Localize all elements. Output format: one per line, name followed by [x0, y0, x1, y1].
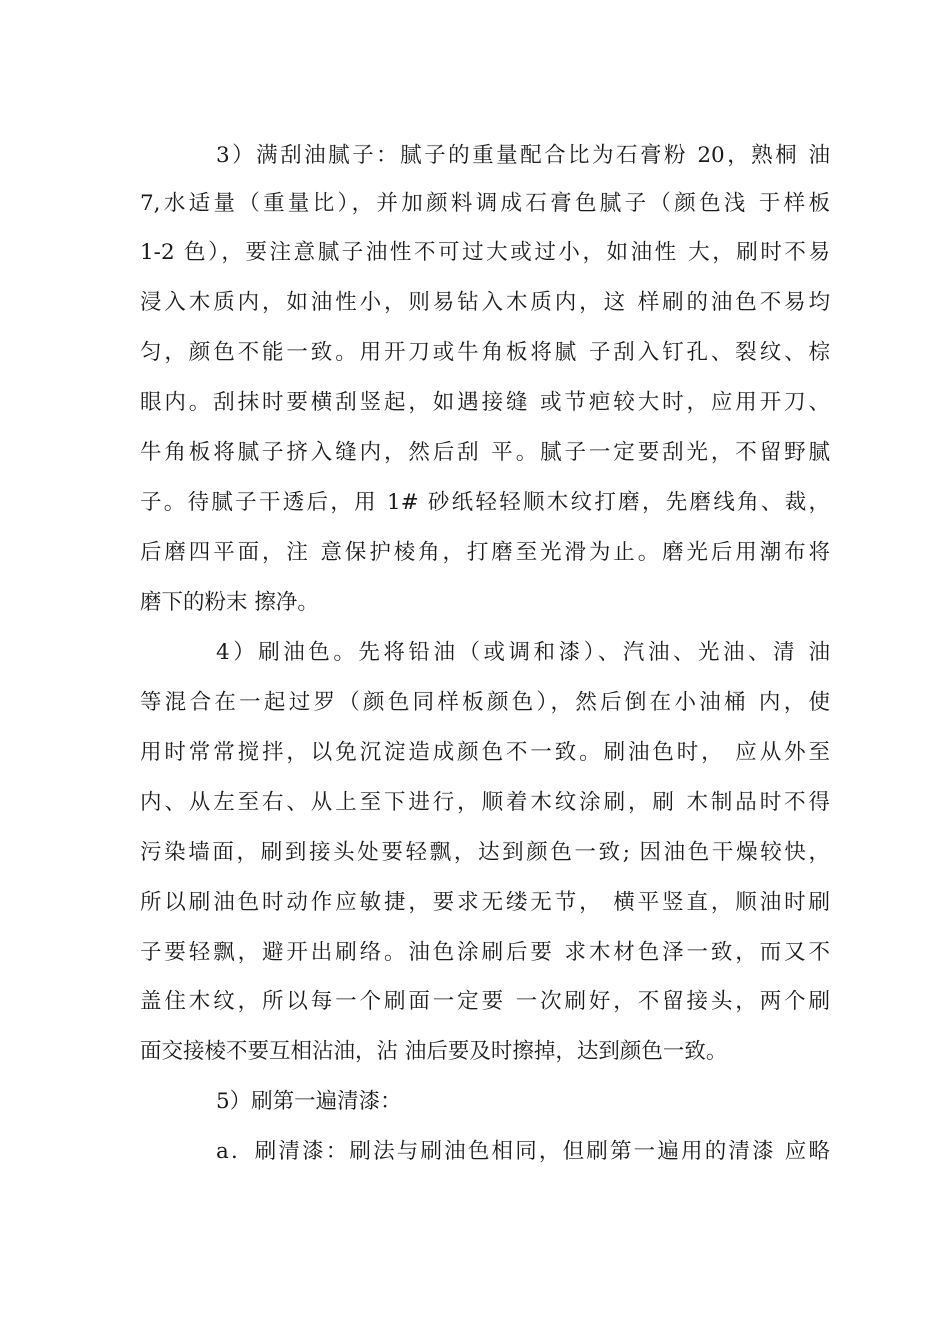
text-line: a．刷清漆：刷法与刷油色相同，但刷第一遍用的清漆 应略	[216, 1139, 830, 1164]
text-line: 等混合在一起过罗（颜色同样板颜色），然后倒在小油桶 内，使	[140, 690, 830, 715]
text-line: 后磨四平面，注 意保护棱角，打磨至光滑为止。磨光后用潮布将	[140, 540, 830, 565]
text-line: 用时常常搅拌，以免沉淀造成颜色不一致。刷油色时， 应从外至	[140, 740, 830, 765]
text-line: 盖住木纹，所以每一个刷面一定要 一次刷好，不留接头，两个刷	[140, 989, 830, 1014]
text-line: 5）刷第一遍清漆：	[216, 1089, 402, 1114]
text-line: 子。待腻子干透后，用 1# 砂纸轻轻顺木纹打磨，先磨线角、裁，	[140, 490, 830, 515]
text-line: 3）满刮油腻子：腻子的重量配合比为石膏粉 20，熟桐 油	[216, 143, 830, 168]
text-line: 匀，颜色不能一致。用开刀或牛角板将腻 子刮入钉孔、裂纹、棕	[140, 340, 830, 365]
text-line: 子要轻飘，避开出刷络。油色涂刷后要 求木材色泽一致，而又不	[140, 940, 830, 965]
text-line: 磨下的粉末 擦净。	[140, 590, 319, 615]
text-line: 1-2 色），要注意腻子油性不可过大或过小，如油性 大，刷时不易	[140, 240, 830, 265]
text-line: 污染墙面，刷到接头处要轻飘，达到颜色一致; 因油色干燥较快，	[140, 840, 830, 865]
text-line: 浸入木质内，如油性小，则易钻入木质内，这 样刷的油色不易均	[140, 290, 830, 315]
text-line: 眼内。刮抹时要横刮竖起，如遇接缝 或节疤较大时，应用开刀、	[140, 390, 830, 415]
text-line: 所以刷油色时动作应敏捷，要求无缕无节， 横平竖直，顺油时刷	[140, 890, 830, 915]
text-line: 7,水适量（重量比），并加颜料调成石膏色腻子（颜色浅 于样板	[140, 191, 830, 216]
text-line: 4）刷油色。先将铅油（或调和漆）、汽油、光油、清 油	[216, 640, 830, 665]
text-line: 面交接棱不要互相沾油，沾 油后要及时擦掉，达到颜色一致。	[140, 1039, 728, 1064]
text-line: 内、从左至右、从上至下进行，顺着木纹涂刷，刷 木制品时不得	[140, 790, 830, 815]
text-line: 牛角板将腻子挤入缝内，然后刮 平。腻子一定要刮光，不留野腻	[140, 440, 830, 465]
